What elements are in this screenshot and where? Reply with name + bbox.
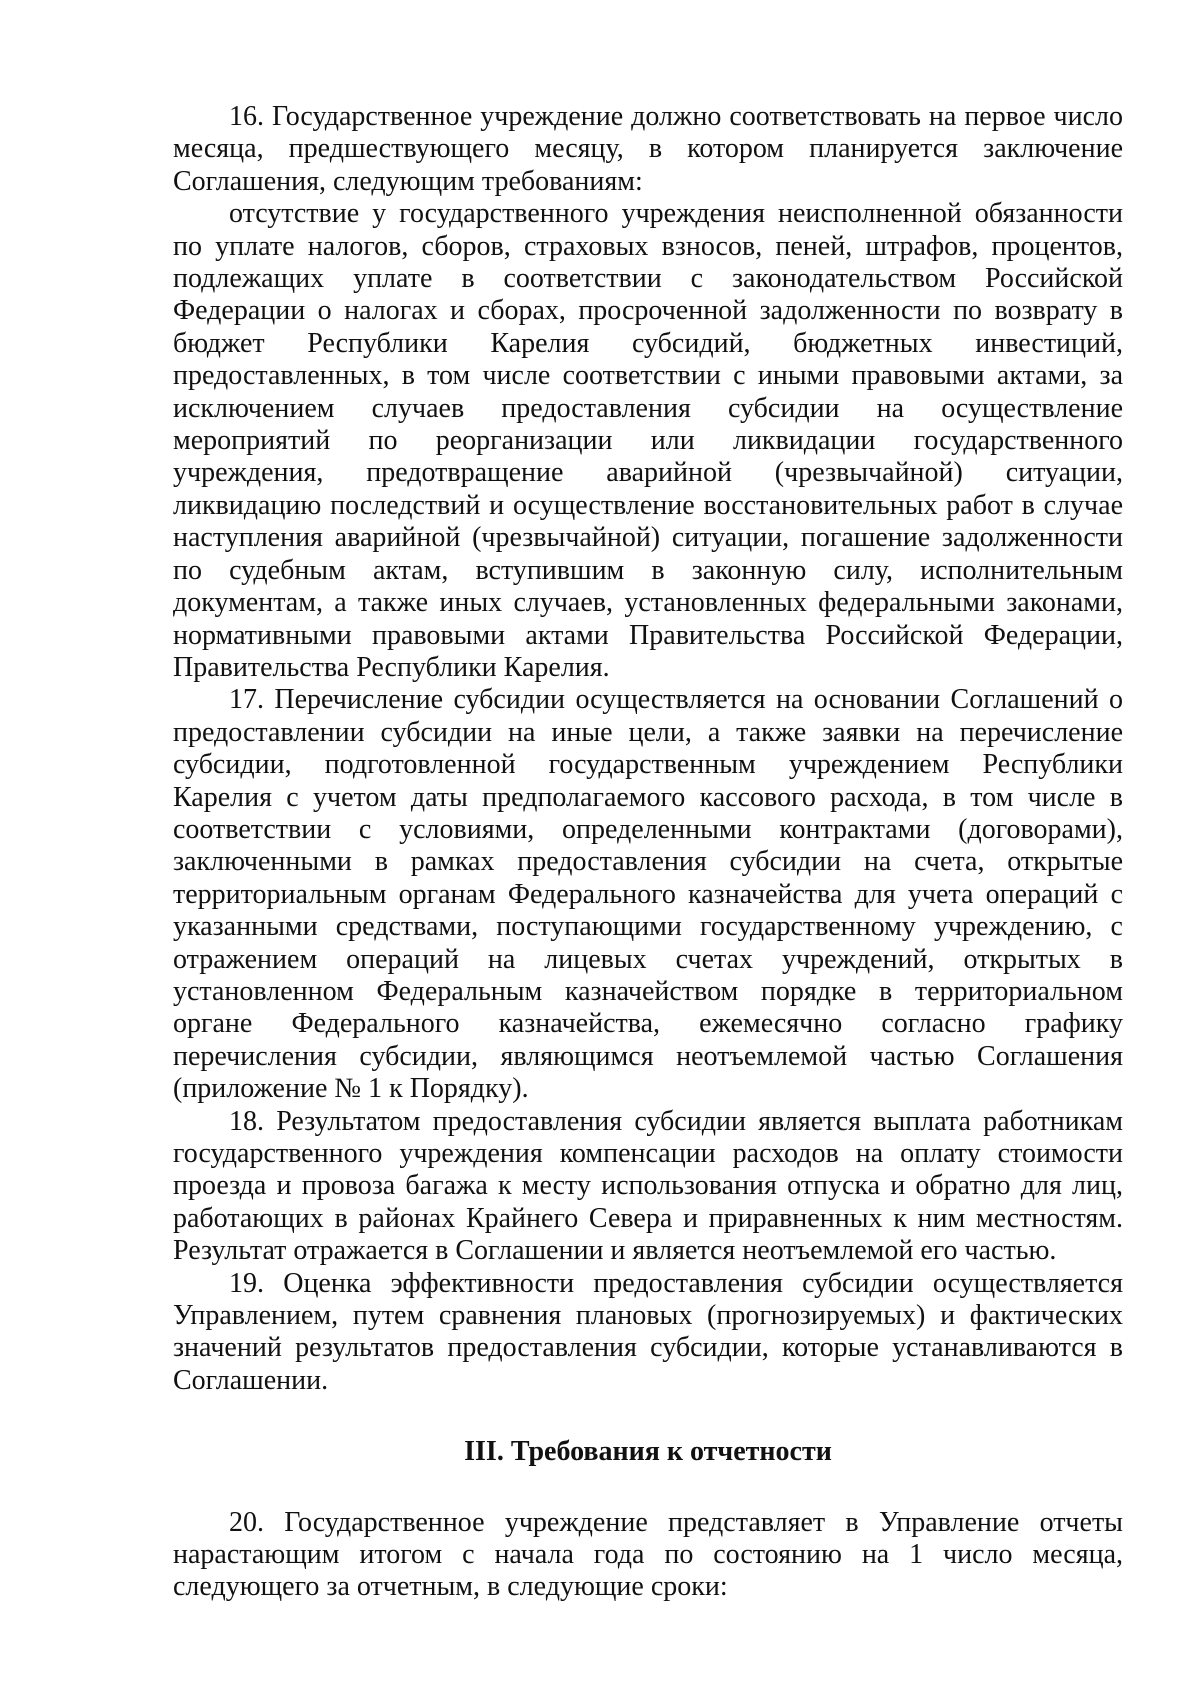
document-page	[173, 101, 1123, 1604]
paragraph-18: 18. Результатом предоставления субсидии является выплата работникам государственного учреждения компенсации расходов на оплату стоимости проезда и провоза багажа к месту использования отпуска и обратно для лиц, работающих в районах Крайнего Севера и приравненных к ним местностям. Результат отражается в Соглашении и является неотъемлемой его частью.	[173, 1105, 1123, 1267]
paragraph-16-requirement: отсутствие у государственного учреждения неисполненной обязанности по уплате налогов, сборов, страховых взносов, пеней, штрафов, процентов, подлежащих уплате в соответствии с законодательством Российской Федерации о налогах и сборах, просроченной задолженности по возврату в бюджет Республики Карелия субсидий, бюджетных инвестиций, предоставленных, в том числе соответствии с иными правовыми актами, за исключением случаев предоставления субсидии на осуществление мероприятий по реорганизации или ликвидации государственного учреждения, предотвращение аварийной (чрезвычайной) ситуации, ликвидацию последствий и осуществление восстановительных работ в случае наступления аварийной (чрезвычайной) ситуации, погашение задолженности по судебным актам, вступившим в законную силу, исполнительным документам, а также иных случаев, установленных федеральными законами, нормативными правовыми актами Правительства Российской Федерации, Правительства Республики Карелия.	[173, 198, 1123, 683]
paragraph-19: 19. Оценка эффективности предоставления субсидии осуществляется Управлением, путем сравнения плановых (прогнозируемых) и фактических значений результатов предоставления субсидии, которые устанавливаются в Соглашении.	[173, 1267, 1123, 1396]
paragraph-17: 17. Перечисление субсидии осуществляется на основании Соглашений о предоставлении субсидии на иные цели, а также заявки на перечисление субсидии, подготовленной государственным учреждением Республики Карелия с учетом даты предполагаемого кассового расхода, в том числе в соответствии с условиями, определенными контрактами (договорами), заключенными в рамках предоставления субсидии на счета, открытые территориальным органам Федерального казначейства для учета операций с указанными средствами, поступающими государственному учреждению, с отражением операций на лицевых счетах учреждений, открытых в установленном Федеральным казначейством порядке в территориальном органе Федерального казначейства, ежемесячно согласно графику перечисления субсидии, являющимся неотъемлемой частью Соглашения (приложение № 1 к Порядку).	[173, 684, 1123, 1105]
paragraph-20: 20. Государственное учреждение представляет в Управление отчеты нарастающим итогом с начала года по состоянию на 1 число месяца, следующего за отчетным, в следующие сроки:	[173, 1506, 1123, 1603]
section-heading: III. Требования к отчетности	[464, 1436, 832, 1468]
paragraph-16: 16. Государственное учреждение должно соответствовать на первое число месяца, предшествующего месяцу, в котором планируется заключение Соглашения, следующим требованиям:	[173, 101, 1123, 197]
